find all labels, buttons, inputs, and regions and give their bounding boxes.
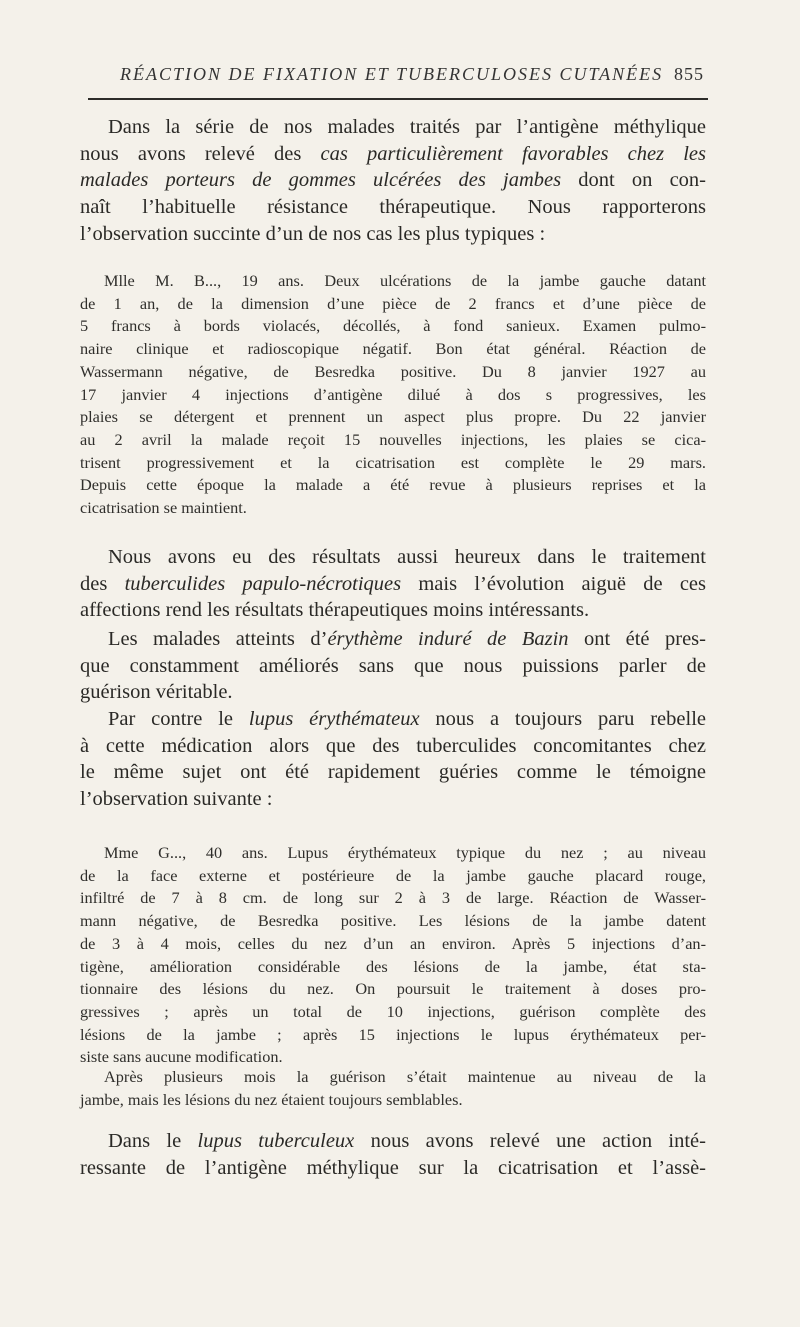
text-line [80,865,706,888]
text-line [80,842,706,865]
text-segment: mann négative, de Besredka positive. Les lésions de la jambe datent [80,911,706,931]
text-line [80,1024,706,1047]
text-line [80,653,706,680]
text-line [80,978,706,1001]
text-line [80,194,706,221]
text-line [80,338,706,361]
text-segment: au 2 avril la malade reçoit 15 nouvelles injections, les plaies se cica- [80,429,706,449]
text-segment: des [80,572,125,595]
italic-text: cas particulièrement favorables chez les [320,142,706,165]
paragraph [80,1128,706,1181]
text-line [80,887,706,910]
text-segment: plaies se détergent et prennent un aspect plus propre. Du 22 janvier [80,407,706,427]
case-report-paragraph [80,1066,706,1111]
text-segment: Dans la série de nos malades traités par l’antigène méthylique [108,116,706,138]
italic-text: tuberculides papulo-nécrotiques [124,572,402,595]
text-segment: de 1 an, de la dimension d’une pièce de 2 francs et d’une pièce de [80,293,706,313]
text-segment: Mlle M. B..., 19 ans. Deux ulcérations de la jambe gauche datant [104,271,706,290]
text-line [80,626,706,653]
text-line [80,679,706,706]
text-segment: naire clinique et radioscopique négatif. Bon état général. Réaction de [80,339,706,359]
text-segment: Dans le [108,1130,198,1152]
text-line [80,361,706,384]
text-line [80,293,706,316]
text-segment: lésions de la jambe ; après 15 injections le lupus érythémateux per- [80,1024,706,1044]
text-line [80,384,706,407]
paragraph [80,626,706,706]
italic-text: érythème induré de Bazin [327,628,569,650]
text-line [80,167,706,194]
paragraph [80,114,706,248]
text-segment: de 3 à 4 mois, celles du nez d’un an environ. Après 5 injections d’an- [80,933,706,953]
text-segment: Mme G..., 40 ans. Lupus érythémateux typique du nez ; au niveau [104,843,706,862]
text-segment: Depuis cette époque la malade a été revue à plusieurs reprises et la [80,475,706,495]
text-segment: infiltré de 7 à 8 cm. de long sur 2 à 3 de large. Réaction de Wasser- [80,888,706,908]
text-line [80,544,706,571]
text-segment: que constamment améliorés sans que nous puissions parler de [80,654,706,677]
text-segment: Par contre le [108,708,249,730]
text-line [80,956,706,979]
text-segment: mais l’évolution aiguë de ces [401,572,707,595]
text-segment: tigène, amélioration considérable des lésions de la jambe, état sta- [80,956,706,976]
header-rule [88,98,708,100]
text-line [80,933,706,956]
text-segment: Les malades atteints d’ [108,628,328,650]
text-segment: nous avons relevé des [80,142,321,165]
case-report-paragraph [80,270,706,520]
text-segment: Wassermann négative, de Besredka positive. Du 8 janvier 1927 au [80,361,706,381]
text-line [80,1155,706,1182]
text-line [80,597,706,624]
text-segment: l’observation succinte d’un de nos cas les plus typiques : [80,222,546,245]
text-line [80,114,706,141]
text-segment: gressives ; après un total de 10 injections, guérison complète des [80,1001,706,1021]
page-header [80,64,704,90]
text-line [80,1089,706,1112]
text-segment: dont on con- [561,169,706,192]
text-segment: Après plusieurs mois la guérison s’était maintenue au niveau de la [104,1067,706,1086]
text-segment: guérison véritable. [80,681,233,704]
text-line [80,406,706,429]
paragraph [80,544,706,624]
text-segment: Nous avons eu des résultats aussi heureux dans le traitement [108,546,706,568]
text-segment: à cette médication alors que des tuberculides concomitantes chez [80,734,706,757]
text-line [80,270,706,293]
text-segment: 5 francs à bords violacés, décollés, à fond sanieux. Examen pulmo- [80,316,706,336]
text-line [80,452,706,475]
text-segment: jambe, mais les lésions du nez étaient toujours semblables. [80,1089,463,1109]
text-segment: l’observation suivante : [80,788,273,811]
text-segment: cicatrisation se maintient. [80,498,247,518]
text-line [80,571,706,598]
text-line [80,141,706,168]
text-segment: ressante de l’antigène méthylique sur la cicatrisation et l’assè- [80,1156,706,1179]
text-line [80,786,706,813]
page-number: 855 [674,64,704,84]
italic-text: malades porteurs de gommes ulcérées des jambes [80,169,562,192]
text-segment: 17 janvier 4 injections d’antigène dilué à dos s progressives, les [80,384,706,404]
text-line [80,429,706,452]
text-line [80,759,706,786]
text-line [80,1001,706,1024]
text-line [80,1128,706,1155]
text-line [80,497,706,520]
text-segment: tionnaire des lésions du nez. On poursuit le traitement à doses pro- [80,979,706,999]
italic-text: lupus tuberculeux [197,1130,355,1152]
text-line [80,474,706,497]
text-line [80,315,706,338]
running-title: RÉACTION DE FIXATION ET TUBERCULOSES CUTANÉES [120,64,664,84]
paragraph [80,706,706,813]
text-segment: trisent progressivement et la cicatrisation est complète le 29 mars. [80,452,706,472]
text-segment: affections rend les résultats thérapeutiques moins intéressants. [80,599,590,622]
text-segment: nous a toujours paru rebelle [419,708,706,730]
case-report-paragraph [80,842,706,1069]
text-segment: le même sujet ont été rapidement guéries comme le témoigne [80,761,706,784]
text-segment: nous avons relevé une action inté- [354,1130,706,1152]
text-line [80,1066,706,1089]
text-line [80,733,706,760]
text-line [80,221,706,248]
italic-text: lupus érythémateux [248,708,420,730]
text-segment: naît l’habituelle résistance thérapeutique. Nous rapporterons [80,196,706,219]
text-segment: de la face externe et postérieure de la jambe gauche placard rouge, [80,865,706,885]
text-line [80,706,706,733]
text-line [80,910,706,933]
text-segment: siste sans aucune modification. [80,1047,283,1067]
text-segment: ont été pres- [568,628,706,650]
